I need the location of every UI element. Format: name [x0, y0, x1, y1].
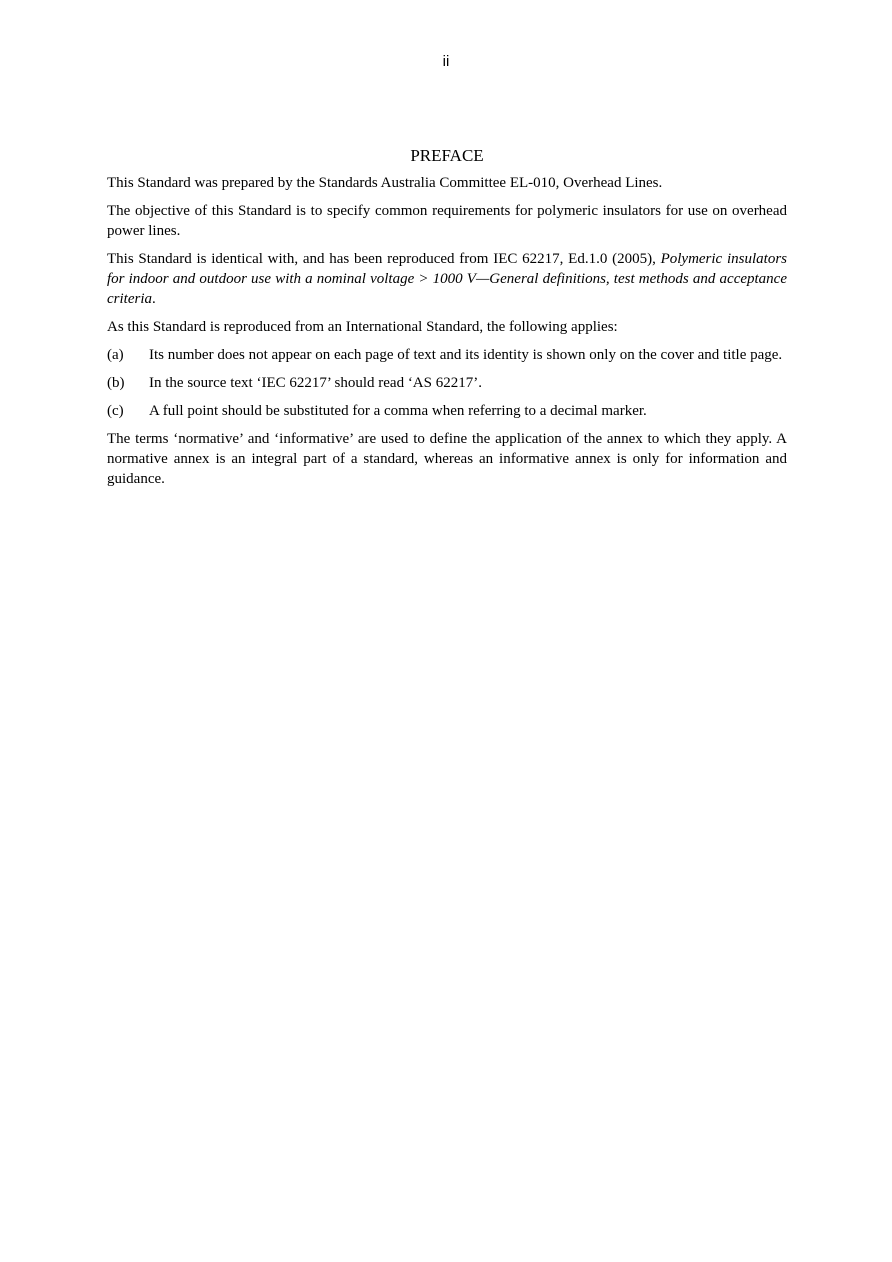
list-marker: (c): [107, 403, 124, 419]
paragraph-committee: This Standard was prepared by the Standards Australia Committee EL-010, Overhead Lines.: [107, 175, 663, 191]
paragraph-identical-lead: This Standard is identical with, and has been reproduced from IEC 62217, Ed.1.0 (2005),: [107, 251, 661, 267]
paragraph-normative: The terms ‘normative’ and ‘informative’ are used to define the application of the annex to which they apply. A normative annex is an integral part of a standard, whereas an informative annex is only for information and guidance.: [107, 431, 787, 487]
list-text: In the source text ‘IEC 62217’ should read ‘AS 62217’.: [149, 375, 482, 391]
page-number: ii: [442, 53, 450, 70]
list-marker: (a): [107, 347, 124, 363]
list-item: [107, 373, 787, 393]
paragraph-identical-title: Polymeric insulators for indoor and outdoor use with a nominal voltage > 1000 V—General definitions, test methods and acceptance criteria: [107, 251, 787, 307]
paragraph-applies: As this Standard is reproduced from an International Standard, the following applies:: [107, 319, 618, 335]
list-text: A full point should be substituted for a comma when referring to a decimal marker.: [149, 403, 647, 419]
document-body: [107, 145, 787, 497]
list-marker: (b): [107, 375, 125, 391]
paragraph-identical-tail: .: [152, 291, 156, 307]
paragraph-objective: The objective of this Standard is to specify common requirements for polymeric insulators for use on overhead power lines.: [107, 203, 787, 239]
list-text: Its number does not appear on each page of text and its identity is shown only on the cover and title page.: [149, 347, 783, 363]
list-item: [107, 345, 787, 365]
list-item: [107, 401, 787, 421]
page-title: PREFACE: [410, 146, 484, 165]
paragraph-identical: [107, 249, 787, 309]
